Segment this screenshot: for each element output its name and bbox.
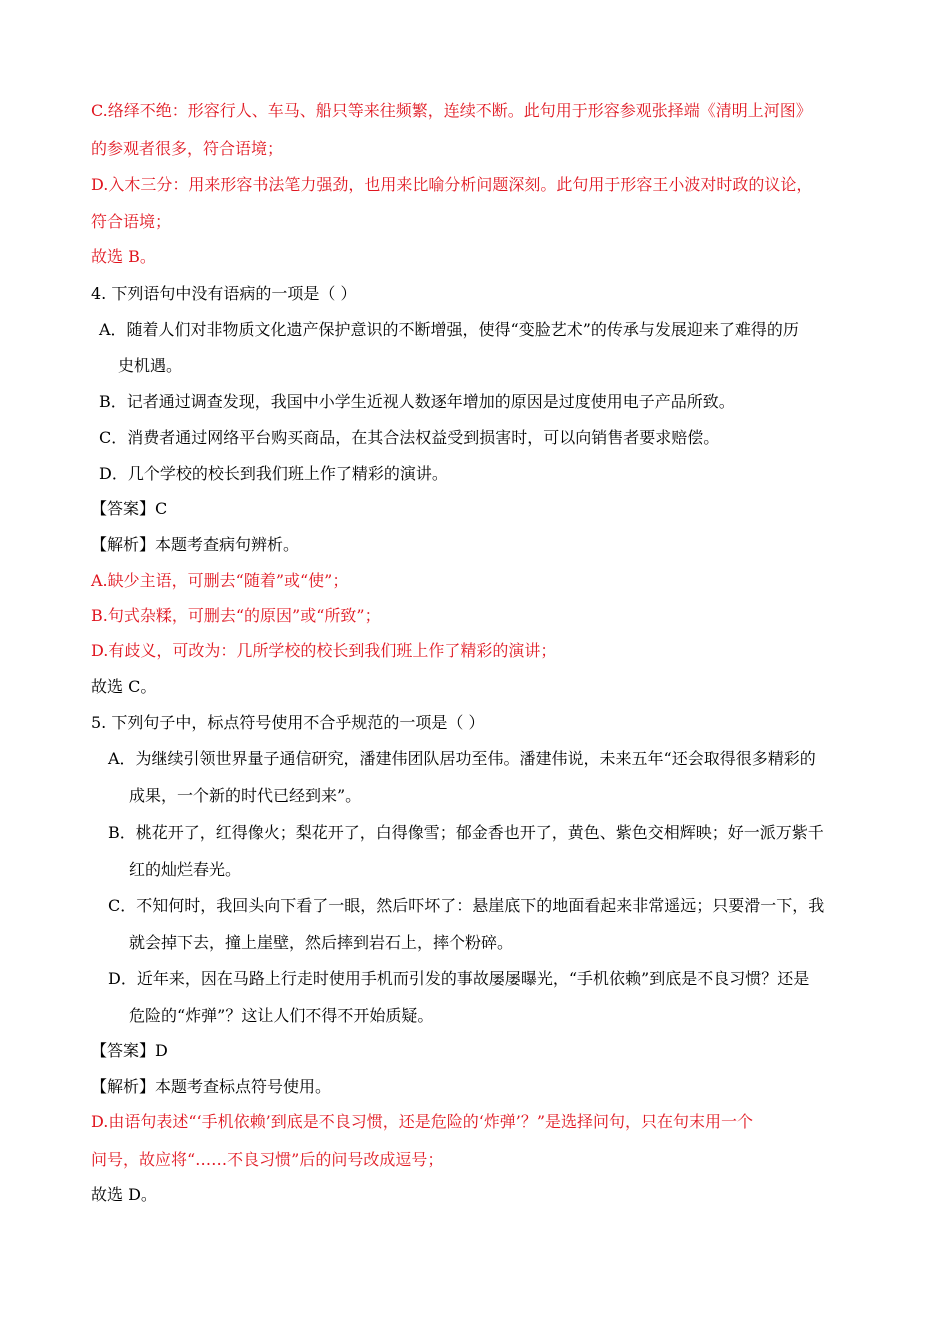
option-a-continued: 史机遇。	[118, 356, 183, 375]
option-c: C．不知何时，我回头向下看了一眼，然后吓坏了：悬崖底下的地面看起来非常遥远；只要滑一下，我	[108, 896, 825, 915]
option-d-continued: 危险的“炸弹”？这让人们不得不开始质疑。	[129, 1006, 434, 1025]
question-stem: 5. 下列句子中，标点符号使用不合乎规范的一项是（ ）	[91, 713, 485, 732]
option-d: D．近年来，因在马路上行走时使用手机而引发的事故屡屡曝光，“手机依赖”到底是不良习惯？还是	[108, 969, 810, 988]
explanation-line: A.缺少主语，可删去“随着”或“使”；	[91, 571, 349, 590]
explanation-conclusion: 故选 C。	[91, 677, 157, 696]
analysis: 【解析】本题考查病句辨析。	[91, 535, 300, 554]
option-a-continued: 成果，一个新的时代已经到来”。	[129, 786, 362, 805]
option-b: B．记者通过调查发现，我国中小学生近视人数逐年增加的原因是过度使用电子产品所致。	[99, 392, 735, 411]
option-a: A．随着人们对非物质文化遗产保护意识的不断增强，使得“变脸艺术”的传承与发展迎来了难得的历	[99, 320, 799, 339]
explanation-line: B.句式杂糅，可删去“的原因”或“所致”；	[91, 606, 381, 625]
explanation-line: D.有歧义，可改为：几所学校的校长到我们班上作了精彩的演讲；	[91, 641, 557, 660]
answer: 【答案】C	[91, 499, 168, 518]
question-stem: 4. 下列语句中没有语病的一项是（ ）	[91, 284, 357, 303]
explanation-line: D.入木三分：用来形容书法笔力强劲，也用来比喻分析问题深刻。此句用于形容王小波对时政的议论，	[91, 175, 813, 194]
explanation-conclusion: 故选 B。	[91, 247, 156, 266]
explanation-line: C.络绎不绝：形容行人、车马、船只等来往频繁，连续不断。此句用于形容参观张择端《清明上河图》	[91, 101, 812, 120]
option-d: D．几个学校的校长到我们班上作了精彩的演讲。	[99, 464, 448, 483]
option-c-continued: 就会掉下去，撞上崖壁，然后摔到岩石上，摔个粉碎。	[129, 933, 514, 952]
analysis: 【解析】本题考查标点符号使用。	[91, 1077, 332, 1096]
answer: 【答案】D	[91, 1041, 168, 1060]
explanation-line: 符合语境；	[91, 212, 172, 231]
explanation-line: D.由语句表述“‘手机依赖’到底是不良习惯，还是危险的‘炸弹’？”是选择问句，只在句末用一个	[91, 1112, 754, 1131]
option-b-continued: 红的灿烂春光。	[129, 860, 242, 879]
explanation-line: 的参观者很多，符合语境；	[91, 139, 284, 158]
explanation-line: 问号，故应将“……不良习惯”后的问号改成逗号；	[91, 1150, 444, 1169]
explanation-conclusion: 故选 D。	[91, 1185, 157, 1204]
option-a: A．为继续引领世界量子通信研究，潘建伟团队居功至伟。潘建伟说，未来五年“还会取得很多精彩的	[108, 749, 816, 768]
option-c: C．消费者通过网络平台购买商品，在其合法权益受到损害时，可以向销售者要求赔偿。	[99, 428, 720, 447]
option-b: B．桃花开了，红得像火；梨花开了，白得像雪；郁金香也开了，黄色、紫色交相辉映；好一派万紫千	[108, 823, 824, 842]
